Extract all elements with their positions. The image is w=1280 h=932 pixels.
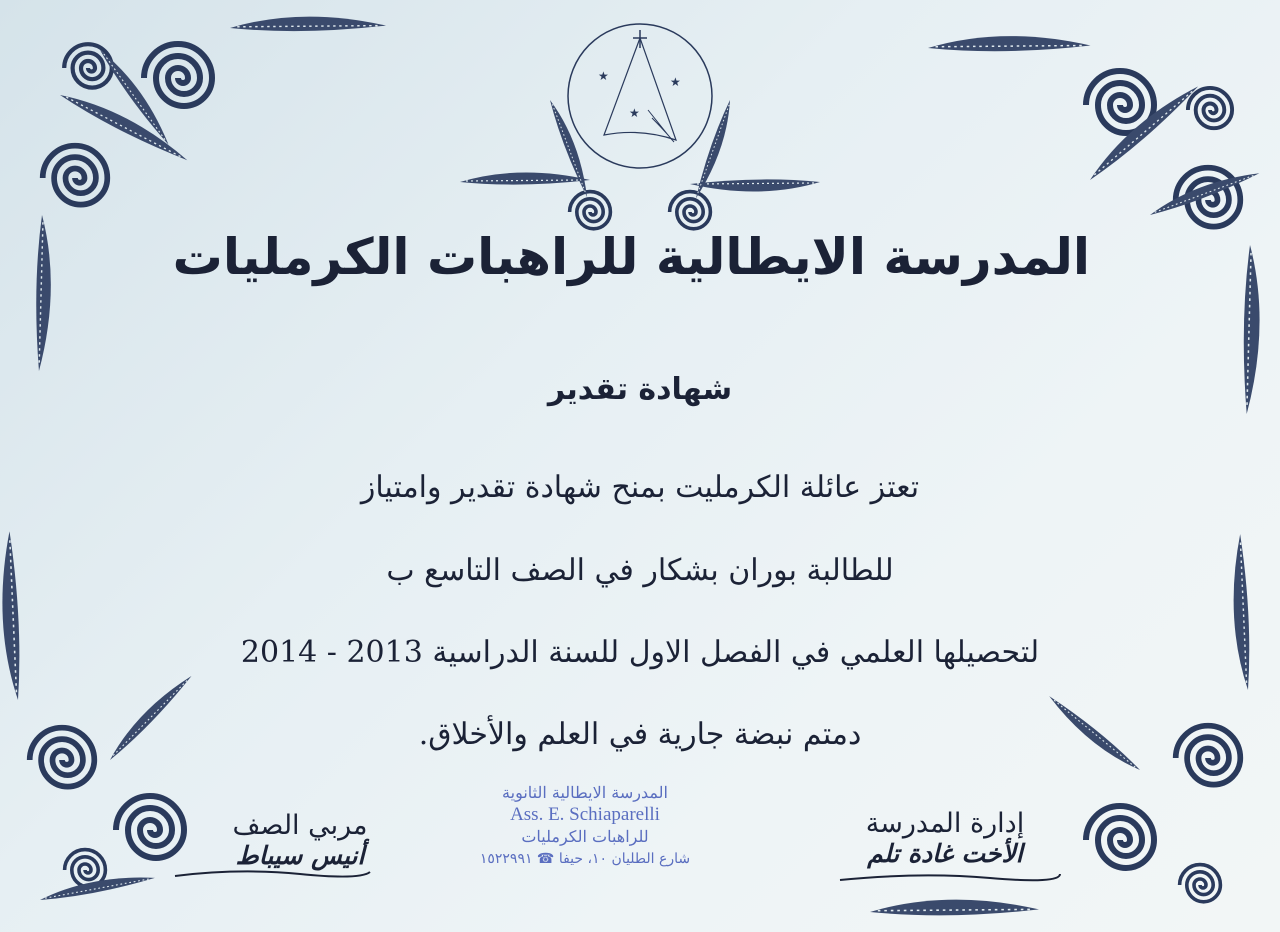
corner-ornament-top-left bbox=[33, 17, 386, 372]
left-signature-title: مربي الصف bbox=[232, 810, 368, 841]
left-signature-scribble bbox=[175, 871, 370, 876]
body-line-3: لتحصيلها العلمي في الفصل الاول للسنة الدراسية 2013 - 2014 bbox=[240, 635, 1040, 670]
stamp-line-3: للراهبات الكرمليات bbox=[521, 827, 649, 846]
stamp-line-2: Ass. E. Schiaparelli bbox=[510, 804, 660, 825]
right-signature-block bbox=[810, 808, 1080, 868]
corner-ornament-top-right bbox=[928, 36, 1262, 414]
right-signature-title: إدارة المدرسة bbox=[865, 808, 1025, 839]
right-signature-scribble bbox=[840, 874, 1060, 880]
body-line-4: دمتم نبضة جارية في العلم والأخلاق. bbox=[418, 717, 862, 752]
school-name: المدرسة الايطالية للراهبات الكرمليات bbox=[172, 228, 1090, 286]
certificate-title: شهادة تقدير bbox=[547, 372, 733, 407]
school-stamp bbox=[435, 782, 735, 870]
carmelite-emblem-icon bbox=[568, 24, 712, 168]
stamp-line-1: المدرسة الايطالية الثانوية bbox=[502, 783, 668, 802]
right-signature-name: الأخت غادة تلم bbox=[867, 839, 1023, 868]
svg-text:★: ★ bbox=[598, 69, 609, 83]
body-line-1: تعتز عائلة الكرمليت بمنح شهادة تقدير وامتياز bbox=[360, 470, 920, 505]
emblem-flourish bbox=[460, 97, 820, 228]
left-signature-name: أنيس سيباط bbox=[235, 841, 365, 870]
svg-text:★: ★ bbox=[629, 106, 640, 120]
left-signature-block bbox=[180, 810, 420, 870]
corner-ornament-bottom-left bbox=[0, 531, 194, 902]
stamp-line-4: شارع الطليان ١٠، حيفا ☎ ١٥٢٢٩٩١ bbox=[479, 851, 691, 867]
body-line-2: للطالبة بوران بشكار في الصف التاسع ب bbox=[386, 553, 894, 588]
svg-text:★: ★ bbox=[670, 75, 681, 89]
